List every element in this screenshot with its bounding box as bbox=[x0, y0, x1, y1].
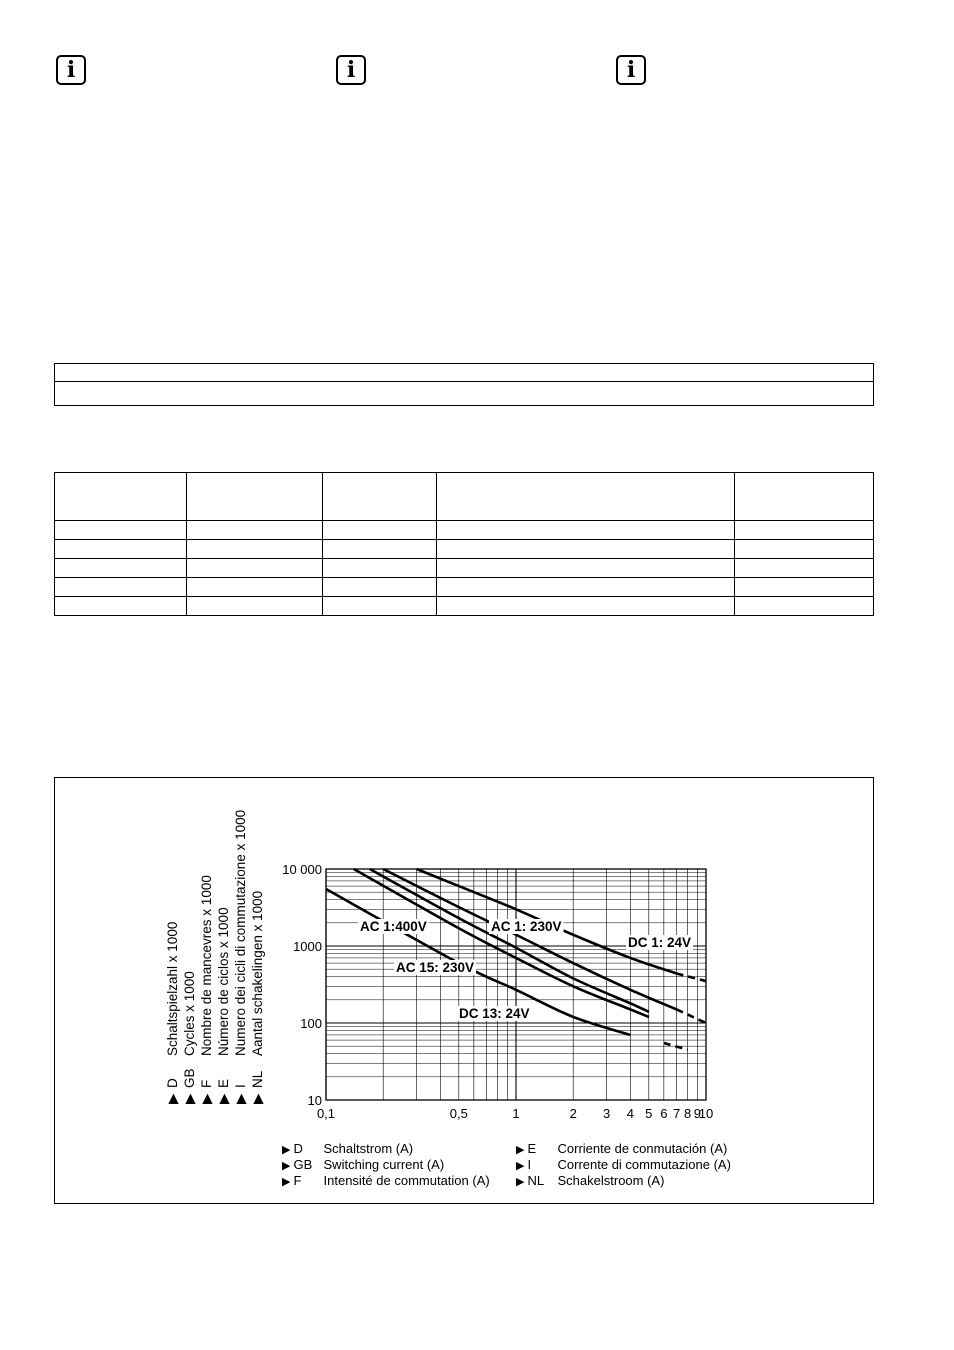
legend-row bbox=[282, 1157, 490, 1173]
triangle-right-icon: ▶ bbox=[182, 1093, 197, 1104]
language-code: D bbox=[293, 1141, 303, 1156]
legend-row bbox=[516, 1141, 731, 1157]
curve-label: DC 13: 24V bbox=[459, 1006, 530, 1021]
triangle-right-icon: ▶ bbox=[216, 1093, 231, 1104]
x-tick-labels bbox=[317, 1106, 713, 1121]
curve-label: AC 1: 230V bbox=[491, 919, 562, 934]
y-tick-label: 10 bbox=[307, 1093, 322, 1108]
y-axis-label-text: Schaltspielzahl x 1000 bbox=[165, 921, 180, 1056]
x-tick-label: 2 bbox=[569, 1106, 577, 1121]
x-axis-legend-left bbox=[282, 1141, 490, 1189]
triangle-right-icon: ▶ bbox=[516, 1160, 528, 1172]
x-axis-label-text: Switching current (A) bbox=[323, 1157, 445, 1172]
x-tick-label: 8 bbox=[683, 1106, 692, 1121]
triangle-right-icon: ▶ bbox=[165, 1093, 180, 1104]
legend-row bbox=[282, 1173, 490, 1189]
triangle-right-icon: ▶ bbox=[282, 1144, 294, 1156]
x-axis-label-text: Intensité de commutation (A) bbox=[323, 1173, 490, 1188]
x-tick-label: 5 bbox=[645, 1106, 653, 1121]
series-line-dashed bbox=[677, 973, 706, 981]
curve-label: AC 15: 230V bbox=[396, 960, 475, 975]
chart-grid bbox=[326, 869, 706, 1100]
y-axis-label-line bbox=[233, 810, 248, 1104]
y-axis-label-text: Nombre de mancevres x 1000 bbox=[199, 875, 214, 1056]
language-code: E bbox=[527, 1141, 537, 1156]
language-code: E bbox=[216, 1078, 231, 1088]
x-axis-label-text: Corriente de conmutación (A) bbox=[557, 1141, 728, 1156]
y-axis-label-text: Numero dei cicli di commutazione x 1000 bbox=[233, 809, 248, 1056]
y-tick-label: 1000 bbox=[293, 939, 322, 954]
y-axis-label-line bbox=[199, 875, 214, 1104]
legend-row bbox=[516, 1173, 731, 1189]
x-tick-label: 7 bbox=[672, 1106, 681, 1121]
language-code: I bbox=[527, 1157, 532, 1172]
x-tick-label: 3 bbox=[603, 1106, 611, 1121]
language-code: F bbox=[199, 1079, 214, 1088]
y-axis-label-line bbox=[182, 971, 197, 1104]
curve-label: DC 1: 24V bbox=[628, 935, 692, 950]
y-tick-label: 100 bbox=[300, 1016, 322, 1031]
x-tick-label: 10 bbox=[698, 1106, 714, 1121]
triangle-right-icon: ▶ bbox=[516, 1144, 528, 1156]
x-tick-label: 0,1 bbox=[316, 1106, 336, 1121]
language-code: NL bbox=[250, 1070, 265, 1088]
info-icon: i bbox=[616, 55, 646, 85]
x-tick-label: 1 bbox=[512, 1106, 520, 1121]
legend-row bbox=[516, 1157, 731, 1173]
x-tick-label: 9 bbox=[693, 1106, 701, 1121]
x-axis-label-text: Corrente di commutazione (A) bbox=[557, 1157, 731, 1172]
y-axis-labels bbox=[165, 810, 265, 1104]
x-tick-label: 4 bbox=[626, 1106, 635, 1121]
y-axis-label-text: Cycles x 1000 bbox=[182, 971, 197, 1056]
x-axis-label-text: Schakelstroom (A) bbox=[557, 1173, 665, 1188]
triangle-right-icon: ▶ bbox=[250, 1093, 265, 1104]
series-line-dashed bbox=[677, 1009, 706, 1023]
triangle-right-icon: ▶ bbox=[516, 1176, 528, 1188]
y-tick-label: 10 000 bbox=[282, 862, 322, 877]
y-tick-labels bbox=[282, 862, 322, 1108]
triangle-right-icon: ▶ bbox=[282, 1160, 294, 1172]
info-icon: i bbox=[56, 55, 86, 85]
language-code: NL bbox=[527, 1173, 545, 1188]
info-icon: i bbox=[336, 55, 366, 85]
triangle-right-icon: ▶ bbox=[233, 1093, 248, 1104]
y-axis-label-line bbox=[216, 907, 231, 1104]
triangle-right-icon: ▶ bbox=[199, 1093, 214, 1104]
language-code: GB bbox=[182, 1068, 197, 1088]
x-axis-legend-right bbox=[516, 1141, 731, 1189]
language-code: GB bbox=[293, 1157, 313, 1172]
legend-row bbox=[282, 1141, 490, 1157]
y-axis-label-line bbox=[250, 891, 265, 1104]
y-axis-label-text: Aantal schakelingen x 1000 bbox=[250, 890, 265, 1056]
curve-label: AC 1:400V bbox=[360, 919, 427, 934]
language-code: D bbox=[165, 1078, 180, 1088]
language-code: I bbox=[233, 1084, 248, 1088]
x-tick-label: 0,5 bbox=[449, 1106, 468, 1121]
x-axis-label-text: Schaltstrom (A) bbox=[323, 1141, 414, 1156]
y-axis-label-text: Número de ciclos x 1000 bbox=[216, 907, 231, 1056]
x-tick-label: 6 bbox=[660, 1106, 668, 1121]
triangle-right-icon: ▶ bbox=[282, 1176, 294, 1188]
language-code: F bbox=[293, 1173, 302, 1188]
y-axis-label-line bbox=[165, 922, 180, 1104]
series-line bbox=[354, 869, 649, 1017]
